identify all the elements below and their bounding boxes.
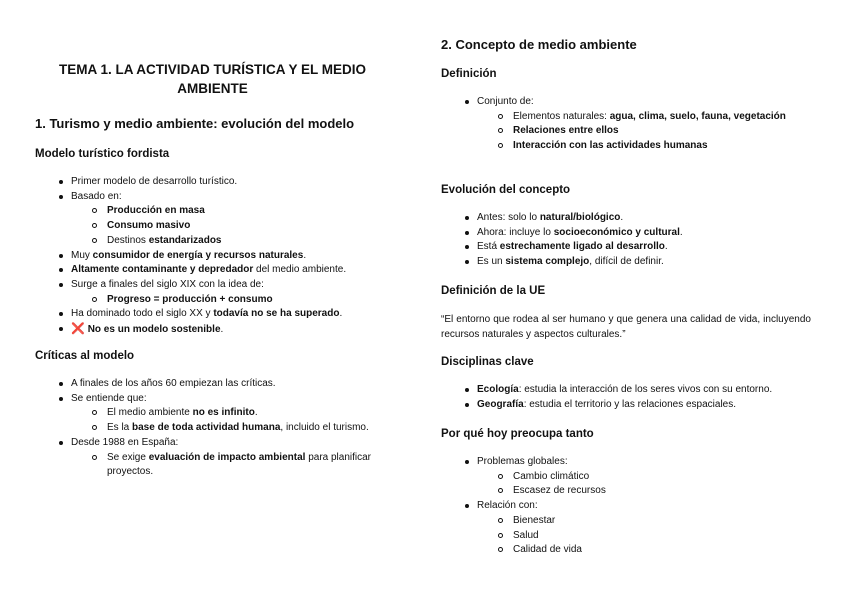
list-item: Relación con: (441, 499, 811, 514)
list-item: El medio ambiente no es infinito. (35, 406, 390, 421)
list-item: Progreso = producción + consumo (35, 293, 390, 308)
list-item: Bienestar (441, 514, 811, 529)
ue-definition-text: “El entorno que rodea al ser humano y que genera una calidad de vida, incluyendo recursos naturales y aspectos culturales.” (441, 314, 811, 340)
section-1-heading: 1. Turismo y medio ambiente: evolución del modelo (35, 116, 355, 131)
list-item: Primer modelo de desarrollo turístico. (35, 175, 390, 190)
list-item: Altamente contaminante y depredador del medio ambiente. (35, 263, 390, 278)
list-item: ❌ No es un modelo sostenible. (35, 322, 390, 338)
disciplinas-list (441, 383, 811, 412)
list-item: Problemas globales: (441, 455, 811, 470)
list-item: Producción en masa (35, 204, 390, 219)
list-item: Destinos estandarizados (35, 234, 390, 249)
cross-mark-icon: ❌ (71, 323, 85, 336)
ue-heading: Definición de la UE (441, 285, 546, 297)
list-item: Conjunto de: (441, 95, 811, 110)
list-item: Elementos naturales: agua, clima, suelo, fauna, vegetación (441, 110, 811, 125)
evolucion-heading: Evolución del concepto (441, 184, 571, 196)
list-item: Consumo masivo (35, 219, 390, 234)
criticas-heading: Críticas al modelo (35, 350, 135, 362)
preocupa-heading: Por qué hoy preocupa tanto (441, 428, 594, 440)
list-item: Geografía: estudia el territorio y las relaciones espaciales. (441, 398, 811, 413)
disciplinas-heading: Disciplinas clave (441, 356, 534, 368)
fordista-heading: Modelo turístico fordista (35, 148, 170, 160)
list-item: Antes: solo lo natural/biológico. (441, 211, 811, 226)
list-item: Ahora: incluye lo socioeconómico y cultural. (441, 226, 811, 241)
criticas-list (35, 377, 390, 480)
list-item: Es un sistema complejo, difícil de definir. (441, 255, 811, 270)
list-item: Surge a finales del siglo XIX con la idea de: (35, 278, 390, 293)
list-item: Cambio climático (441, 470, 811, 485)
list-item: Es la base de toda actividad humana, incluido el turismo. (35, 421, 390, 436)
definicion-heading: Definición (441, 68, 497, 80)
list-item: Desde 1988 en España: (35, 436, 390, 451)
list-item: Calidad de vida (441, 543, 811, 558)
list-item: Se entiende que: (35, 392, 390, 407)
definicion-list (441, 95, 811, 154)
fordista-list (35, 175, 390, 338)
list-item: Ha dominado todo el siglo XX y todavía no se ha superado. (35, 307, 390, 322)
preocupa-list (441, 455, 811, 558)
list-item: Muy consumidor de energía y recursos naturales. (35, 249, 390, 264)
list-item: Escasez de recursos (441, 484, 811, 499)
list-item: Ecología: estudia la interacción de los seres vivos con su entorno. (441, 383, 811, 398)
list-item: Se exige evaluación de impacto ambiental para planificar proyectos. (35, 451, 390, 480)
list-item: Relaciones entre ellos (441, 124, 811, 139)
list-item: Está estrechamente ligado al desarrollo. (441, 240, 811, 255)
evolucion-list (441, 211, 811, 270)
list-item: Salud (441, 529, 811, 544)
document-title: TEMA 1. LA ACTIVIDAD TURÍSTICA Y EL MEDIO AMBIENTE (58, 62, 367, 96)
list-item: Interacción con las actividades humanas (441, 139, 811, 154)
list-item: A finales de los años 60 empiezan las críticas. (35, 377, 390, 392)
section-2-heading: 2. Concepto de medio ambiente (441, 37, 637, 52)
list-item: Basado en: (35, 190, 390, 205)
